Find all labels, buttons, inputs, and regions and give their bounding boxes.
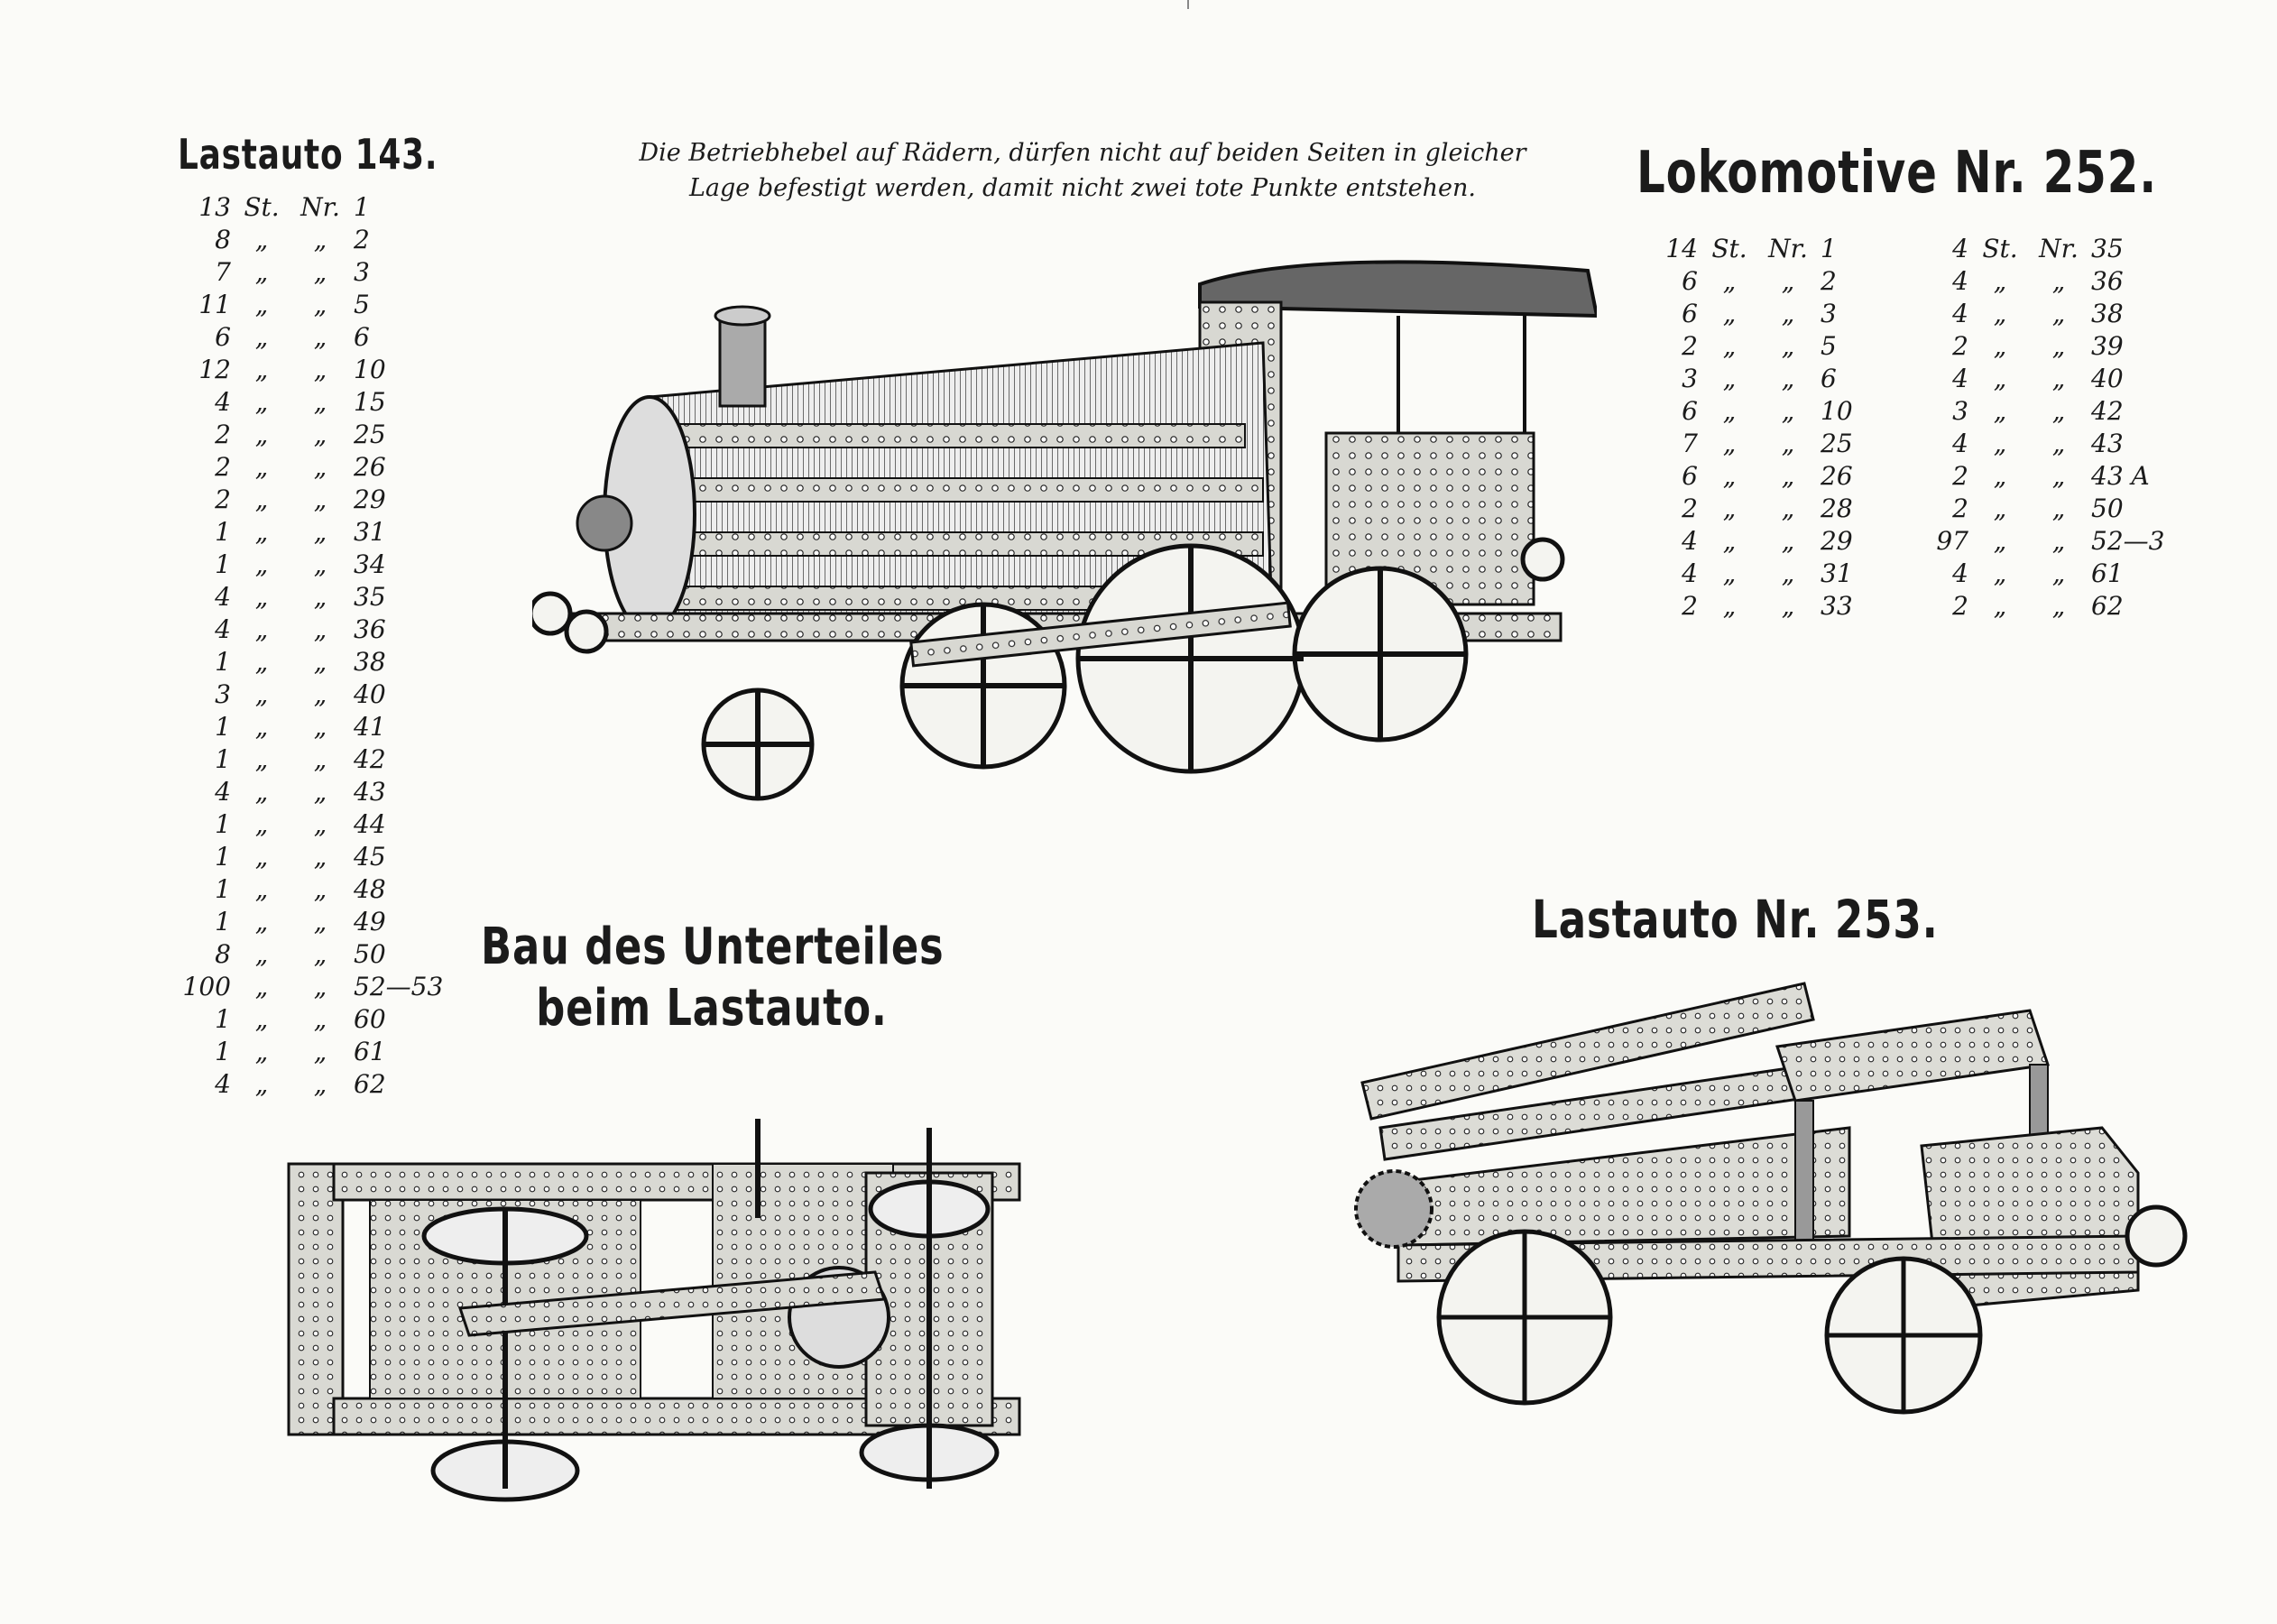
parts-row (180, 354, 471, 386)
parts-unit: „ (254, 452, 269, 482)
parts-qty: 1 (215, 809, 231, 839)
parts-unit: „ (254, 549, 269, 579)
parts-nr: „ (313, 322, 327, 352)
parts-nr: „ (313, 355, 327, 384)
parts-unit: „ (1722, 494, 1737, 523)
parts-qty: 2 (215, 420, 231, 449)
parts-nr: Nr. (1768, 234, 1808, 263)
parts-unit: „ (254, 225, 269, 254)
parts-qty: 11 (198, 290, 231, 319)
parts-row (1649, 558, 1929, 590)
parts-unit: „ (1993, 429, 2007, 458)
parts-qty: 4 (1682, 526, 1698, 556)
parts-unit: „ (1722, 429, 1737, 458)
parts-unit: „ (1722, 299, 1737, 328)
parts-unit: „ (254, 322, 269, 352)
parts-no: 29 (354, 484, 386, 514)
parts-nr: „ (313, 679, 327, 709)
parts-nr: „ (2051, 364, 2066, 393)
parts-no: 44 (354, 809, 386, 839)
parts-nr: „ (313, 647, 327, 677)
parts-qty: 13 (198, 192, 231, 222)
parts-no: 5 (1821, 331, 1837, 361)
parts-unit: St. (1711, 234, 1747, 263)
parts-unit: „ (254, 1004, 269, 1034)
locomotive-illustration (532, 253, 1597, 830)
parts-nr: „ (313, 257, 327, 287)
parts-qty: 2 (215, 484, 231, 514)
registration-mark (1187, 0, 1189, 9)
assembly-note (577, 135, 1588, 206)
parts-list-lokomotive-252-right (1920, 233, 2199, 623)
parts-no: 34 (354, 549, 386, 579)
parts-row (180, 873, 471, 906)
parts-nr: „ (313, 1004, 327, 1034)
parts-qty: 4 (1952, 429, 1968, 458)
parts-no: 38 (2091, 299, 2124, 328)
parts-row (180, 419, 471, 451)
parts-unit: „ (254, 614, 269, 644)
parts-nr: „ (2051, 461, 2066, 491)
parts-qty: 1 (215, 744, 231, 774)
parts-row (180, 678, 471, 711)
parts-no: 28 (1821, 494, 1853, 523)
parts-row (180, 711, 471, 743)
parts-nr: „ (313, 387, 327, 417)
parts-unit: „ (254, 420, 269, 449)
parts-unit: „ (1993, 591, 2007, 621)
parts-unit: „ (1722, 364, 1737, 393)
parts-unit: „ (254, 712, 269, 742)
parts-no: 33 (1821, 591, 1853, 621)
lastauto-253-illustration (1344, 965, 2201, 1416)
parts-qty: 6 (1682, 299, 1698, 328)
parts-nr: „ (313, 874, 327, 904)
parts-nr: „ (2051, 526, 2066, 556)
parts-nr: „ (2051, 331, 2066, 361)
parts-row (1920, 298, 2199, 330)
parts-no: 29 (1821, 526, 1853, 556)
parts-qty: 3 (1682, 364, 1698, 393)
parts-row (180, 289, 471, 321)
parts-nr: „ (1781, 461, 1795, 491)
parts-no: 26 (1821, 461, 1853, 491)
parts-unit: „ (1722, 331, 1737, 361)
parts-row (180, 484, 471, 516)
parts-nr: „ (2051, 591, 2066, 621)
parts-qty: 1 (215, 1004, 231, 1034)
parts-qty: 4 (215, 777, 231, 807)
parts-row (180, 386, 471, 419)
parts-qty: 1 (215, 874, 231, 904)
parts-unit: „ (254, 1037, 269, 1066)
parts-unit: „ (254, 939, 269, 969)
parts-qty: 4 (1952, 299, 1968, 328)
parts-no: 52—53 (354, 972, 444, 1001)
parts-nr: „ (313, 420, 327, 449)
parts-row (1920, 363, 2199, 395)
parts-no: 5 (354, 290, 370, 319)
parts-qty: 100 (182, 972, 231, 1001)
parts-no: 40 (2091, 364, 2124, 393)
parts-no: 50 (2091, 494, 2124, 523)
parts-unit: „ (1722, 591, 1737, 621)
parts-no: 39 (2091, 331, 2124, 361)
parts-unit: „ (254, 1069, 269, 1099)
parts-row (1920, 265, 2199, 298)
parts-no: 61 (354, 1037, 386, 1066)
parts-no: 15 (354, 387, 386, 417)
parts-row (180, 1003, 471, 1036)
parts-no: 43 A (2091, 461, 2150, 491)
parts-unit: „ (1722, 558, 1737, 588)
parts-qty: 2 (1682, 494, 1698, 523)
parts-unit: „ (1993, 494, 2007, 523)
parts-nr: Nr. (2039, 234, 2079, 263)
parts-no: 43 (2091, 429, 2124, 458)
parts-row (180, 776, 471, 808)
parts-qty: 2 (1952, 461, 1968, 491)
parts-row (1920, 428, 2199, 460)
parts-nr: „ (313, 842, 327, 872)
parts-qty: 1 (215, 647, 231, 677)
parts-unit: „ (1993, 364, 2007, 393)
parts-nr: „ (313, 549, 327, 579)
parts-nr: „ (313, 809, 327, 839)
parts-nr: „ (1781, 364, 1795, 393)
parts-row (180, 938, 471, 971)
parts-row (180, 451, 471, 484)
parts-unit: „ (254, 355, 269, 384)
parts-no: 61 (2091, 558, 2124, 588)
parts-list-lastauto-143 (180, 191, 471, 1101)
parts-row (180, 646, 471, 678)
parts-qty: 4 (215, 614, 231, 644)
parts-unit: „ (254, 842, 269, 872)
parts-unit: „ (1993, 396, 2007, 426)
parts-nr: Nr. (300, 192, 340, 222)
parts-unit: „ (1722, 396, 1737, 426)
parts-qty: 3 (1952, 396, 1968, 426)
parts-row (180, 1036, 471, 1068)
title-bau-line-1: Bau des Unterteiles (481, 918, 945, 976)
parts-row (1920, 493, 2199, 525)
parts-qty: 97 (1936, 526, 1968, 556)
parts-unit: „ (1993, 331, 2007, 361)
parts-no: 49 (354, 907, 386, 937)
parts-row (1649, 265, 1929, 298)
parts-nr: „ (1781, 558, 1795, 588)
parts-no: 36 (2091, 266, 2124, 296)
parts-unit: „ (1722, 266, 1737, 296)
assembly-note-line-2: Lage befestigt werden, damit nicht zwei tote Punkte entstehen. (688, 174, 1476, 203)
parts-row (1920, 525, 2199, 558)
parts-no: 3 (1821, 299, 1837, 328)
parts-no: 25 (1821, 429, 1853, 458)
parts-unit: „ (1722, 526, 1737, 556)
parts-qty: 12 (198, 355, 231, 384)
parts-no: 6 (354, 322, 370, 352)
parts-no: 10 (354, 355, 386, 384)
parts-unit: „ (254, 517, 269, 547)
parts-no: 60 (354, 1004, 386, 1034)
title-bau-line-2: beim Lastauto. (536, 979, 888, 1038)
title-bau-unterteil (481, 917, 943, 1040)
parts-nr: „ (313, 1037, 327, 1066)
parts-unit: „ (254, 972, 269, 1001)
parts-no: 35 (2091, 234, 2124, 263)
parts-nr: „ (1781, 331, 1795, 361)
parts-nr: „ (313, 582, 327, 612)
parts-no: 1 (354, 192, 370, 222)
parts-row (1649, 590, 1929, 623)
parts-qty: 2 (215, 452, 231, 482)
parts-no: 52—3 (2091, 526, 2165, 556)
parts-nr: „ (313, 777, 327, 807)
parts-nr: „ (2051, 299, 2066, 328)
unterteil-illustration (280, 1110, 1074, 1516)
parts-qty: 6 (1682, 396, 1698, 426)
parts-unit: St. (1982, 234, 2018, 263)
parts-unit: „ (1993, 299, 2007, 328)
parts-unit: „ (254, 647, 269, 677)
parts-qty: 7 (1682, 429, 1698, 458)
parts-row (180, 581, 471, 614)
parts-row (180, 971, 471, 1003)
parts-qty: 4 (1952, 234, 1968, 263)
parts-no: 2 (1821, 266, 1837, 296)
parts-row (1920, 330, 2199, 363)
parts-no: 31 (1821, 558, 1853, 588)
parts-nr: „ (313, 939, 327, 969)
parts-unit: „ (254, 679, 269, 709)
parts-unit: „ (1993, 558, 2007, 588)
parts-unit: „ (254, 777, 269, 807)
parts-nr: „ (1781, 429, 1795, 458)
parts-no: 62 (354, 1069, 386, 1099)
parts-nr: „ (313, 225, 327, 254)
parts-nr: „ (1781, 266, 1795, 296)
parts-no: 42 (354, 744, 386, 774)
parts-unit: „ (254, 907, 269, 937)
parts-nr: „ (1781, 396, 1795, 426)
parts-no: 35 (354, 582, 386, 612)
parts-qty: 1 (215, 907, 231, 937)
parts-nr: „ (1781, 526, 1795, 556)
parts-nr: „ (2051, 396, 2066, 426)
parts-qty: 3 (215, 679, 231, 709)
parts-nr: „ (2051, 429, 2066, 458)
parts-unit: „ (254, 582, 269, 612)
parts-row (1649, 460, 1929, 493)
parts-no: 48 (354, 874, 386, 904)
parts-qty: 4 (1682, 558, 1698, 588)
parts-unit: „ (254, 387, 269, 417)
parts-nr: „ (2051, 266, 2066, 296)
parts-nr: „ (313, 712, 327, 742)
parts-no: 38 (354, 647, 386, 677)
parts-nr: „ (313, 484, 327, 514)
parts-unit: „ (1722, 461, 1737, 491)
parts-qty: 4 (1952, 266, 1968, 296)
parts-qty: 1 (215, 517, 231, 547)
parts-row (1649, 298, 1929, 330)
parts-qty: 1 (215, 549, 231, 579)
parts-nr: „ (313, 1069, 327, 1099)
parts-unit: „ (1993, 526, 2007, 556)
parts-row (1649, 363, 1929, 395)
parts-row (180, 841, 471, 873)
parts-qty: 4 (215, 387, 231, 417)
parts-row (180, 549, 471, 581)
parts-no: 1 (1821, 234, 1837, 263)
parts-no: 25 (354, 420, 386, 449)
parts-row (180, 191, 471, 224)
parts-unit: St. (244, 192, 280, 222)
parts-qty: 2 (1682, 591, 1698, 621)
parts-qty: 2 (1952, 331, 1968, 361)
parts-row (180, 256, 471, 289)
parts-row (1920, 558, 2199, 590)
parts-qty: 6 (1682, 266, 1698, 296)
parts-qty: 4 (215, 1069, 231, 1099)
parts-qty: 8 (215, 225, 231, 254)
parts-row (1649, 330, 1929, 363)
parts-no: 10 (1821, 396, 1853, 426)
parts-qty: 4 (1952, 558, 1968, 588)
parts-qty: 2 (1682, 331, 1698, 361)
parts-nr: „ (313, 614, 327, 644)
parts-unit: „ (254, 484, 269, 514)
parts-nr: „ (313, 517, 327, 547)
parts-qty: 1 (215, 1037, 231, 1066)
parts-no: 40 (354, 679, 386, 709)
title-lokomotive-252: Lokomotive Nr. 252. (1636, 140, 2157, 207)
parts-nr: „ (2051, 558, 2066, 588)
parts-row (180, 614, 471, 646)
parts-nr: „ (313, 907, 327, 937)
parts-nr: „ (313, 452, 327, 482)
parts-row (1649, 233, 1929, 265)
parts-qty: 1 (215, 842, 231, 872)
parts-row (180, 808, 471, 841)
parts-qty: 2 (1952, 494, 1968, 523)
parts-row (1649, 395, 1929, 428)
parts-row (1649, 428, 1929, 460)
parts-qty: 4 (215, 582, 231, 612)
parts-qty: 1 (215, 712, 231, 742)
parts-list-lokomotive-252-left (1649, 233, 1929, 623)
parts-nr: „ (1781, 591, 1795, 621)
parts-no: 6 (1821, 364, 1837, 393)
parts-unit: „ (254, 809, 269, 839)
parts-unit: „ (254, 257, 269, 287)
parts-row (1649, 493, 1929, 525)
parts-no: 3 (354, 257, 370, 287)
title-lastauto-253: Lastauto Nr. 253. (1532, 889, 1939, 950)
parts-nr: „ (2051, 494, 2066, 523)
parts-row (180, 321, 471, 354)
parts-nr: „ (1781, 494, 1795, 523)
parts-row (180, 743, 471, 776)
parts-row (1920, 590, 2199, 623)
parts-unit: „ (254, 744, 269, 774)
parts-unit: „ (254, 874, 269, 904)
parts-qty: 2 (1952, 591, 1968, 621)
parts-qty: 6 (215, 322, 231, 352)
parts-no: 2 (354, 225, 370, 254)
parts-qty: 8 (215, 939, 231, 969)
parts-unit: „ (254, 290, 269, 319)
parts-no: 62 (2091, 591, 2124, 621)
parts-no: 41 (354, 712, 386, 742)
parts-row (180, 516, 471, 549)
parts-row (180, 224, 471, 256)
parts-nr: „ (313, 972, 327, 1001)
parts-no: 45 (354, 842, 386, 872)
parts-nr: „ (313, 290, 327, 319)
parts-no: 31 (354, 517, 386, 547)
parts-no: 36 (354, 614, 386, 644)
parts-unit: „ (1993, 461, 2007, 491)
title-lastauto-143: Lastauto 143. (178, 130, 438, 179)
parts-unit: „ (1993, 266, 2007, 296)
parts-no: 42 (2091, 396, 2124, 426)
parts-no: 43 (354, 777, 386, 807)
parts-qty: 7 (215, 257, 231, 287)
parts-row (1920, 233, 2199, 265)
parts-nr: „ (1781, 299, 1795, 328)
parts-row (1920, 460, 2199, 493)
parts-row (180, 1068, 471, 1101)
parts-qty: 14 (1665, 234, 1698, 263)
parts-qty: 4 (1952, 364, 1968, 393)
parts-row (180, 906, 471, 938)
parts-no: 50 (354, 939, 386, 969)
parts-qty: 6 (1682, 461, 1698, 491)
parts-row (1649, 525, 1929, 558)
assembly-note-line-1: Die Betriebhebel auf Rädern, dürfen nicht auf beiden Seiten in gleicher (639, 139, 1526, 167)
parts-nr: „ (313, 744, 327, 774)
parts-row (1920, 395, 2199, 428)
parts-no: 26 (354, 452, 386, 482)
